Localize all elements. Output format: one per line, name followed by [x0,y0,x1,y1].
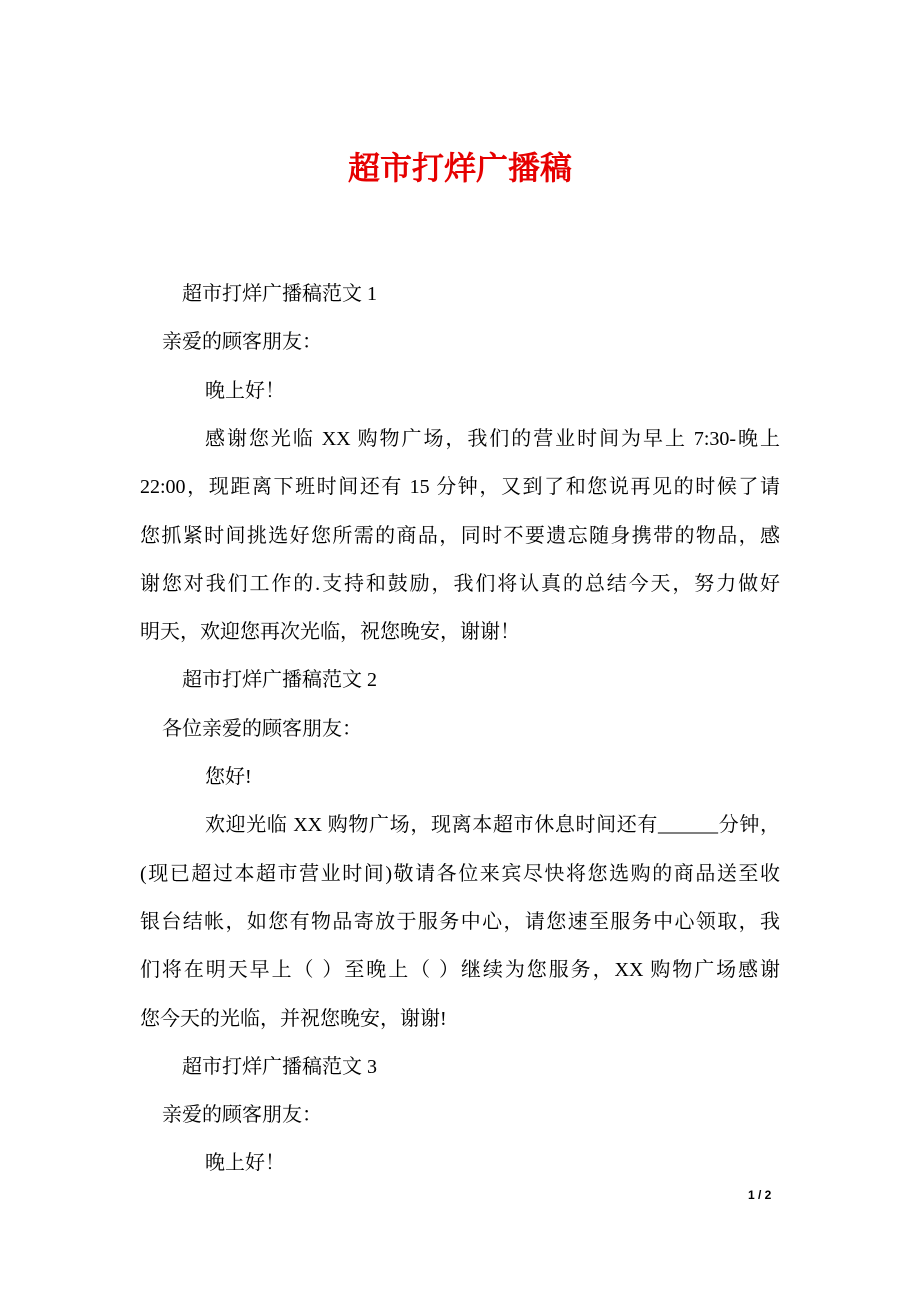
document-title: 超市打烊广播稿 [347,150,572,186]
section-heading: 超市打烊广播稿范文 3 [182,1055,377,1078]
text-line: 晚上好！ [205,379,285,402]
text-line: 22:00，现距离下班时间还有 15 分钟，又到了和您说再见的时候了请 [140,476,780,499]
text-line: 明天，欢迎您再次光临，祝您晚安，谢谢！ [140,621,520,644]
text-line: 们将在明天早上（ ）至晚上（ ）继续为您服务，XX 购物广场感谢 [140,959,780,982]
text-line: 感谢您光临 XX 购物广场，我们的营业时间为早上 7:30-晚上 [205,427,780,450]
text-line: 您今天的光临，并祝您晚安，谢谢! [140,1007,447,1030]
section-heading: 超市打烊广播稿范文 2 [182,669,377,692]
text-line: 欢迎光临 XX 购物广场，现离本超市休息时间还有______分钟， [205,814,780,837]
text-line: 亲爱的顾客朋友： [162,1104,322,1127]
text-line: 各位亲爱的顾客朋友： [162,717,362,740]
text-line: 银台结帐，如您有物品寄放于服务中心，请您速至服务中心领取，我 [140,910,780,933]
section-heading: 超市打烊广播稿范文 1 [182,283,377,305]
text-line: 您抓紧时间挑选好您所需的商品，同时不要遗忘随身携带的物品，感 [140,524,780,547]
text-line: (现已超过本超市营业时间)敬请各位来宾尽快将您选购的商品送至收 [140,862,780,885]
text-line: 您好! [205,766,252,788]
text-line: 谢您对我们工作的.支持和鼓励，我们将认真的总结今天，努力做好 [140,572,780,595]
page-number: 1 / 2 [748,1188,772,1202]
text-line: 亲爱的顾客朋友： [162,331,322,354]
text-line: 晚上好！ [205,1152,285,1175]
